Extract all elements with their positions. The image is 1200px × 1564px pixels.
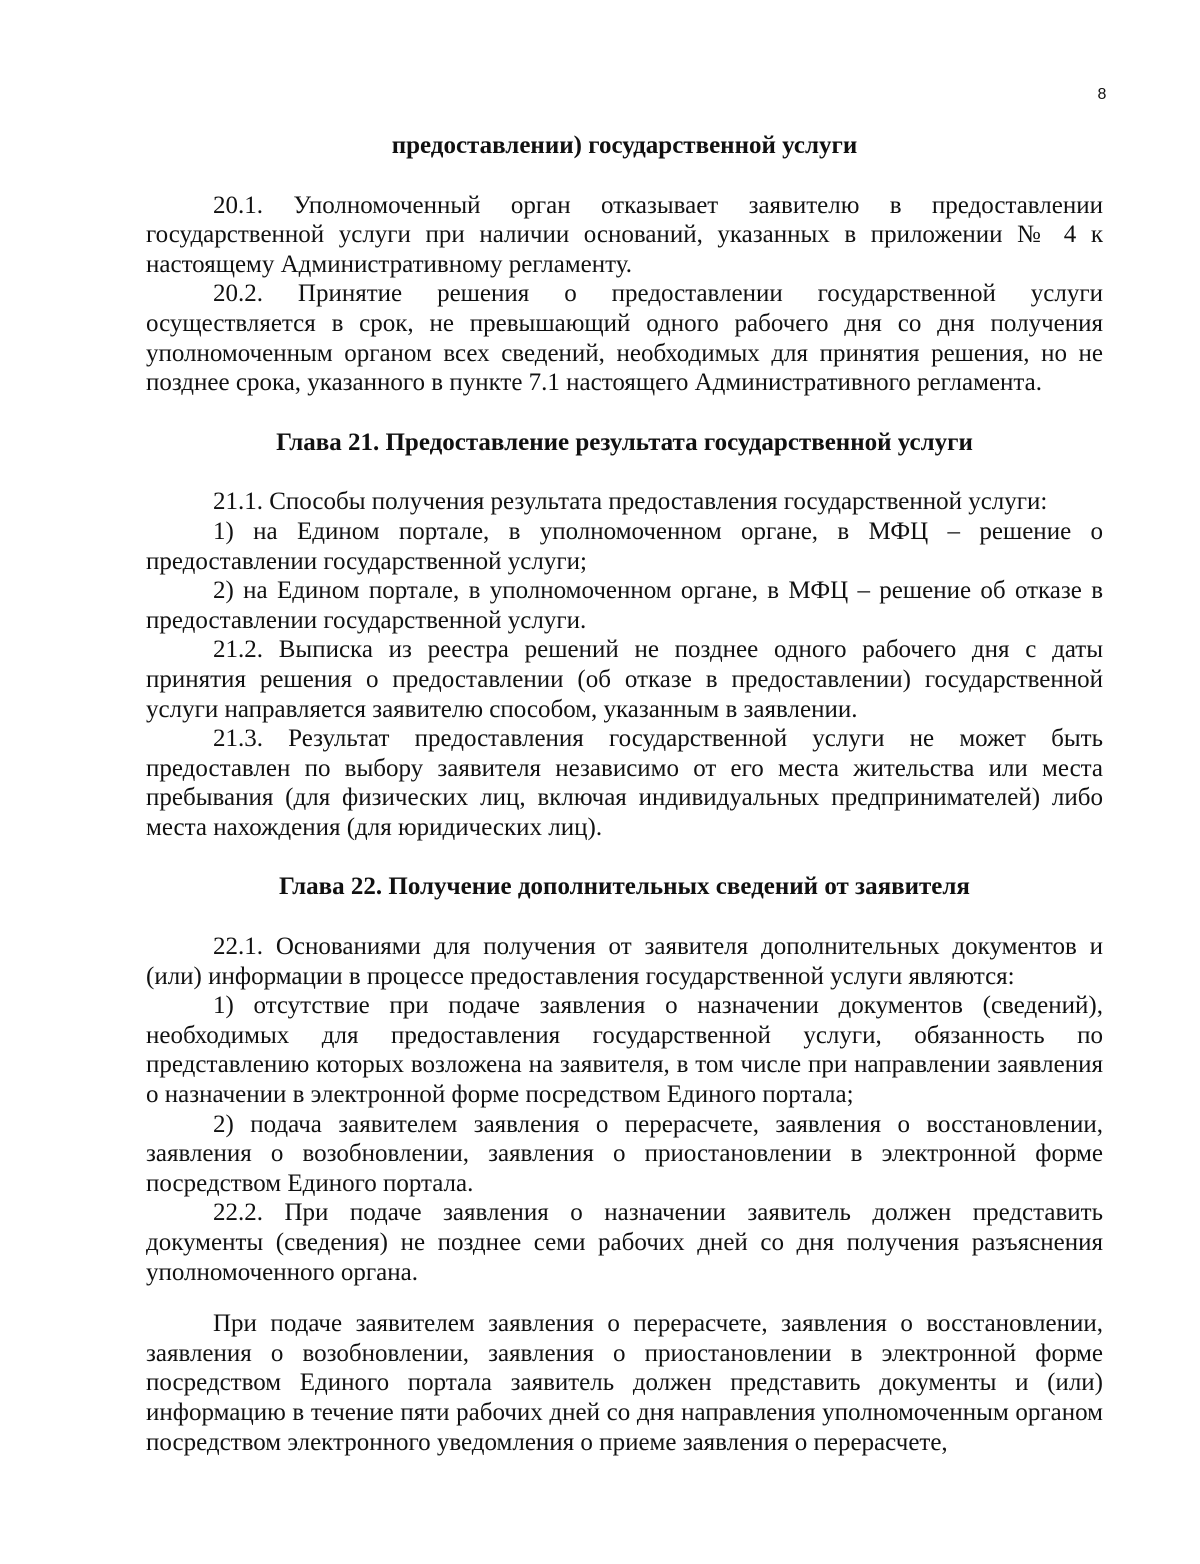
- paragraph-21-1: 21.1. Способы получения результата предоставления государственной услуги:: [213, 488, 1048, 516]
- paragraph-20-2: 20.2. Принятие решения о предоставлении государственной услуги осуществляется в срок, не превышающий одного рабочего дня со дня получения уполномоченным органом всех сведений, необходимых для принятия решения, но не позднее срока, указанного в пункте 7.1 настоящего Административного регламента.: [146, 280, 1103, 397]
- paragraph-22-1: 22.1. Основаниями для получения от заявителя дополнительных документов и (или) информации в процессе предоставления государственной услуги являются:: [146, 933, 1103, 990]
- paragraph-21-3: 21.3. Результат предоставления государственной услуги не может быть предоставлен по выбору заявителя независимо от его места жительства или места пребывания (для физических лиц, включая индивидуальных предпринимателей) либо места нахождения (для юридических лиц).: [146, 725, 1103, 841]
- page-number: 8: [1097, 86, 1107, 103]
- chapter-22-heading: Глава 22. Получение дополнительных сведений от заявителя: [279, 873, 970, 901]
- paragraph-21-2: 21.2. Выписка из реестра решений не позднее одного рабочего дня с даты принятия решения о предоставлении (об отказе в предоставлении) государственной услуги направляется заявителю способом, указанным в заявлении.: [146, 636, 1103, 723]
- section-heading-continued: предоставлении) государственной услуги: [391, 132, 858, 159]
- paragraph-20-1: 20.1. Уполномоченный орган отказывает заявителю в предоставлении государственной услуги при наличии оснований, указанных в приложении № 4 к настоящему Административному регламенту.: [146, 191, 1103, 278]
- chapter-21-heading: Глава 21. Предоставление результата государственной услуги: [276, 428, 973, 456]
- paragraph-21-1-item-2: 2) на Едином портале, в уполномоченном органе, в МФЦ – решение об отказе в предоставлении государственной услуги.: [146, 577, 1103, 634]
- page-content: [146, 131, 1103, 1457]
- paragraph-22-1-item-2: 2) подача заявителем заявления о перерасчете, заявления о восстановлении, заявления о возобновлении, заявления о приостановлении в электронной форме посредством Единого портала.: [146, 1110, 1103, 1197]
- paragraph-22-1-item-1: 1) отсутствие при подаче заявления о назначении документов (сведений), необходимых для предоставления государственной услуги, обязанность по представлению которых возложена на заявителя, в том числе при направлении заявления о назначении в электронной форме посредством Единого портала;: [146, 992, 1103, 1109]
- paragraph-22-2: 22.2. При подаче заявления о назначении заявитель должен представить документы (сведения) не позднее семи рабочих дней со дня получения разъяснения уполномоченного органа.: [146, 1199, 1103, 1286]
- paragraph-21-1-item-1: 1) на Едином портале, в уполномоченном органе, в МФЦ – решение о предоставлении государственной услуги;: [146, 517, 1103, 575]
- paragraph-22-2-continued: При подаче заявителем заявления о перерасчете, заявления о восстановлении, заявления о возобновлении, заявления о приостановлении в электронной форме посредством Единого портала заявитель должен представить документы и (или) информацию в течение пяти рабочих дней со дня направления уполномоченным органом посредством электронного уведомления о приеме заявления о перерасчете,: [146, 1310, 1103, 1456]
